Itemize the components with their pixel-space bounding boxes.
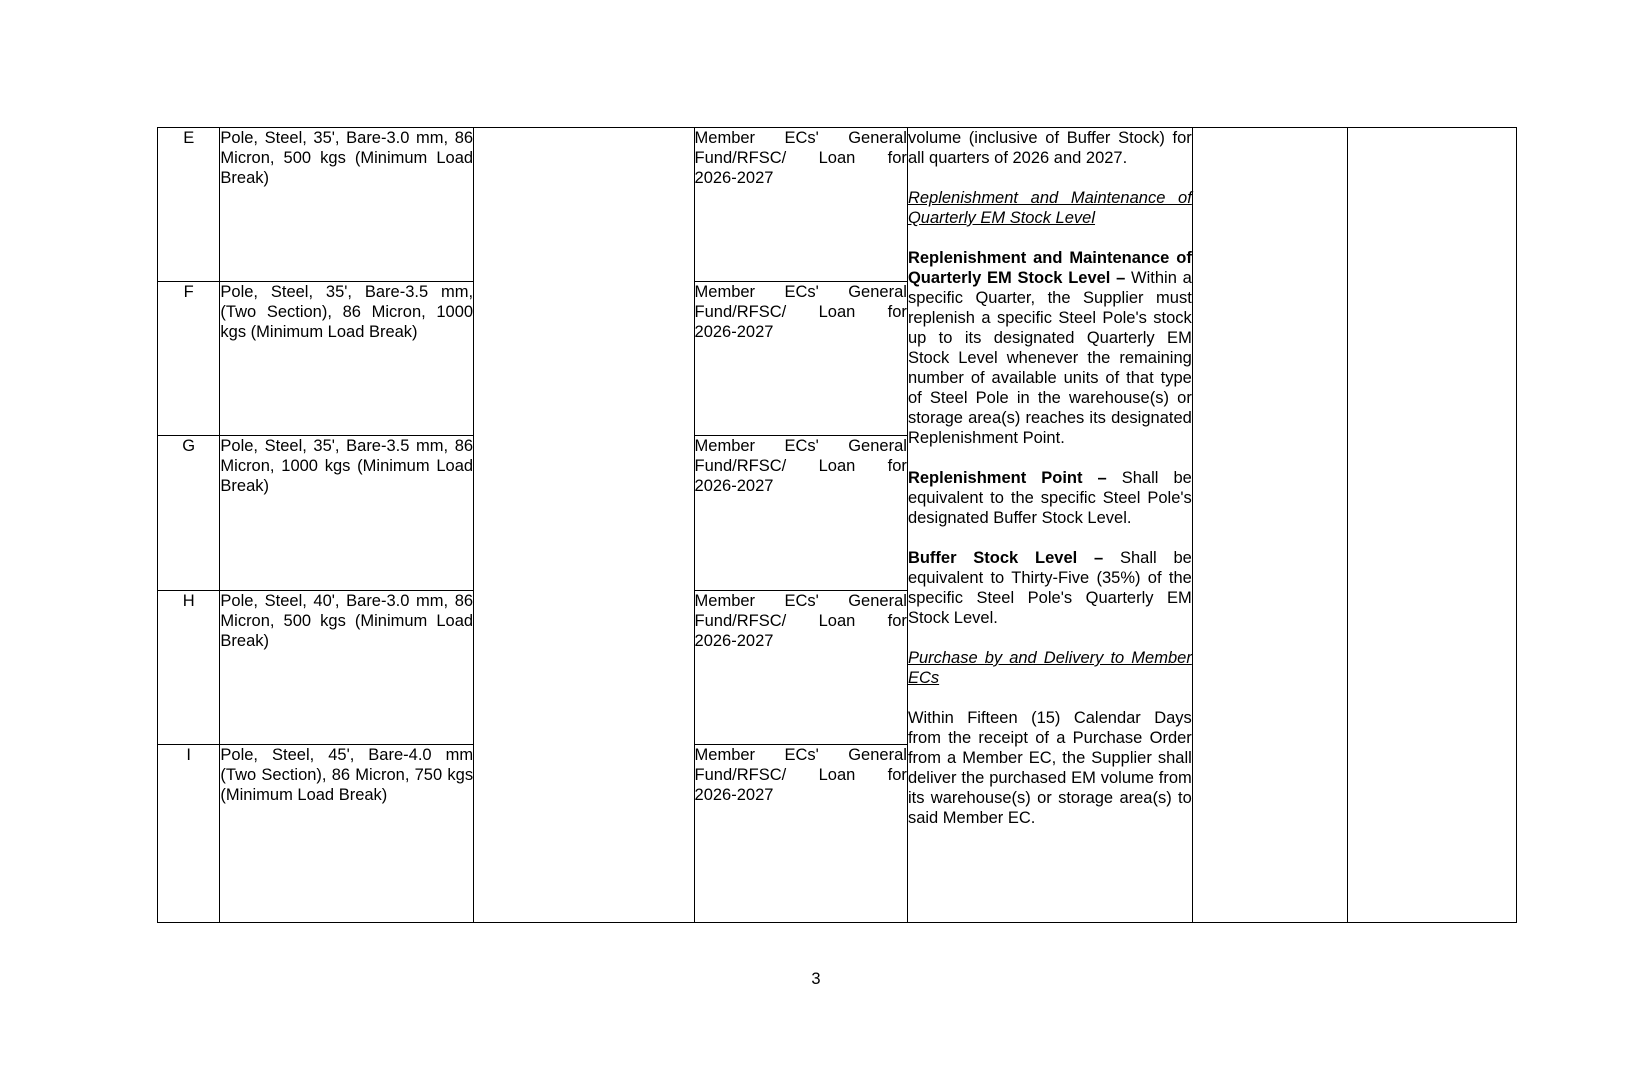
- item-description: Pole, Steel, 35', Bare-3.5 mm, 86 Micron, 1000 kgs (Minimum Load Break): [220, 436, 474, 591]
- specification-table: [157, 127, 1517, 923]
- fund-source: Member ECs' General Fund/RFSC/ Loan for 2026-2027: [694, 282, 907, 436]
- terms-intro: volume (inclusive of Buffer Stock) for all quarters of 2026 and 2027.: [907, 129, 1192, 167]
- item-letter: E: [158, 128, 220, 282]
- terms-replenishment-point: Replenishment Point – Shall be equivalent to the specific Steel Pole's designated Buffer Stock Level.: [907, 469, 1192, 527]
- page-number: 3: [811, 970, 821, 988]
- item-letter: G: [158, 436, 220, 591]
- item-description: Pole, Steel, 35', Bare-3.0 mm, 86 Micron, 500 kgs (Minimum Load Break): [220, 128, 474, 282]
- item-letter: I: [158, 745, 220, 923]
- item-letter: H: [158, 591, 220, 745]
- item-description: Pole, Steel, 45', Bare-4.0 mm (Two Section), 86 Micron, 750 kgs (Minimum Load Break): [220, 745, 474, 923]
- item-description: Pole, Steel, 40', Bare-3.0 mm, 86 Micron, 500 kgs (Minimum Load Break): [220, 591, 474, 745]
- fund-source: Member ECs' General Fund/RFSC/ Loan for 2026-2027: [694, 591, 907, 745]
- terms-replenishment: Replenishment and Maintenance of Quarterly EM Stock Level – Within a specific Quarter, the Supplier must replenish a specific Steel Pole's stock up to its designated Quarterly EM Stock Level whenever the remaining number of available units of that type of Steel Pole in the warehouse(s) or storage area(s) reaches its designated Replenishment Point.: [907, 249, 1192, 447]
- blank-column: [474, 128, 694, 923]
- item-letter: F: [158, 282, 220, 436]
- terms-buffer-stock: Buffer Stock Level – Shall be equivalent to Thirty-Five (35%) of the specific Steel Pole's Quarterly EM Stock Level.: [907, 549, 1192, 627]
- terms-heading-delivery: Purchase by and Delivery to Member ECs: [907, 649, 1192, 687]
- item-description: Pole, Steel, 35', Bare-3.5 mm, (Two Section), 86 Micron, 1000 kgs (Minimum Load Break): [220, 282, 474, 436]
- fund-source: Member ECs' General Fund/RFSC/ Loan for 2026-2027: [694, 745, 907, 923]
- blank-column: [1347, 128, 1516, 923]
- terms-heading-replenishment: Replenishment and Maintenance of Quarterly EM Stock Level: [907, 189, 1192, 227]
- blank-column: [1192, 128, 1347, 923]
- terms-cell: [907, 128, 1192, 923]
- terms-delivery: Within Fifteen (15) Calendar Days from the receipt of a Purchase Order from a Member EC, the Supplier shall deliver the purchased EM volume from its warehouse(s) or storage area(s) to said Member EC.: [907, 709, 1192, 827]
- fund-source: Member ECs' General Fund/RFSC/ Loan for 2026-2027: [694, 436, 907, 591]
- table-row: [158, 128, 1517, 282]
- fund-source: Member ECs' General Fund/RFSC/ Loan for 2026-2027: [694, 128, 907, 282]
